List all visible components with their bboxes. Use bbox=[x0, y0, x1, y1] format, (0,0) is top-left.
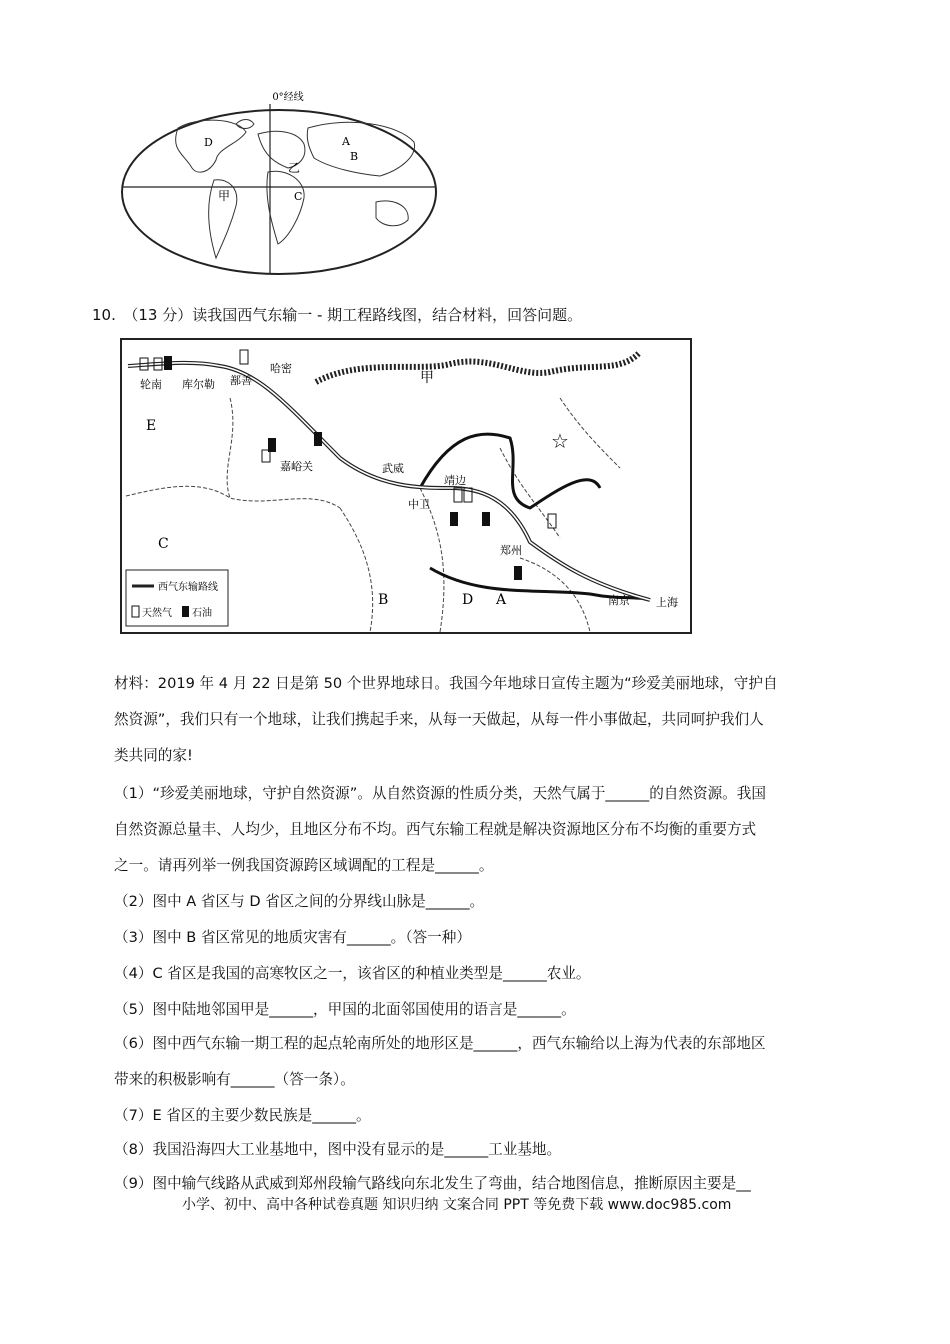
region-d-label: D bbox=[462, 592, 474, 608]
city-zhengzhou: 郑州 bbox=[500, 544, 522, 557]
q1-line-2: 自然资源总量丰、人均少，且地区分布不均。西气东输工程就是解决资源地区分布不均衡的重要方式 bbox=[114, 821, 757, 838]
legend-pipeline-label: 西气东输路线 bbox=[158, 582, 218, 593]
city-zhongwei: 中卫 bbox=[408, 498, 430, 511]
region-a-label: A bbox=[496, 592, 507, 608]
china-pipeline-map bbox=[120, 338, 692, 634]
world-map-figure bbox=[118, 88, 440, 278]
q9-text: （9）图中输气线路从武威到郑州段输气路线向东北发生了弯曲，结合地图信息，推断原因主要是__ bbox=[114, 1175, 751, 1192]
legend-oil-icon bbox=[182, 606, 189, 617]
city-kuerle: 库尔勒 bbox=[182, 378, 215, 391]
q7-text: （7）E 省区的主要少数民族是______。 bbox=[114, 1107, 371, 1124]
q4-text: （4）C 省区是我国的高寒牧区之一，该省区的种植业类型是______农业。 bbox=[114, 965, 591, 982]
region-c-label: C bbox=[158, 536, 169, 552]
city-jingbian: 靖边 bbox=[444, 474, 466, 487]
q5-text: （5）图中陆地邻国甲是______，甲国的北面邻国使用的语言是______。 bbox=[114, 1001, 576, 1018]
q6-line-2: 带来的积极影响有______（答一条）。 bbox=[114, 1071, 355, 1088]
region-jia-label: 甲 bbox=[420, 370, 434, 386]
world-label-c: C bbox=[294, 190, 303, 203]
map-outline bbox=[122, 110, 436, 274]
q2-text: （2）图中 A 省区与 D 省区之间的分界线山脉是______。 bbox=[114, 893, 485, 910]
q6-line-1: （6）图中西气东输一期工程的起点轮南所处的地形区是______，西气东输给以上海为代表的东部地区 bbox=[114, 1035, 766, 1052]
world-label-yi: 乙 bbox=[288, 161, 301, 175]
city-hami: 哈密 bbox=[270, 362, 292, 375]
question-heading: 10. （13 分）读我国西气东输一 - 期工程路线图，结合材料，回答问题。 bbox=[92, 306, 583, 324]
q8-text: （8）我国沿海四大工业基地中，图中没有显示的是______工业基地。 bbox=[114, 1141, 562, 1158]
world-label-d: D bbox=[204, 136, 213, 149]
city-nanjing: 南京 bbox=[608, 594, 630, 607]
world-label-b: B bbox=[350, 150, 359, 163]
material-line-1: 材料：2019 年 4 月 22 日是第 50 个世界地球日。我国今年地球日宣传主题为“珍爱美丽地球，守护自 bbox=[114, 675, 778, 692]
city-shanghai: 上海 bbox=[656, 596, 678, 609]
meridian-label: 0°经线 bbox=[272, 92, 304, 103]
material-line-3: 类共同的家! bbox=[114, 747, 193, 764]
city-wuwei: 武威 bbox=[382, 462, 404, 475]
capital-star-icon: ☆ bbox=[551, 429, 569, 453]
q1-line-1: （1）“珍爱美丽地球，守护自然资源”。从自然资源的性质分类，天然气属于______的自然资源。我国 bbox=[114, 785, 766, 802]
world-label-a: A bbox=[342, 135, 350, 148]
material-line-2: 然资源”，我们只有一个地球，让我们携起手来，从每一天做起，从每一件小事做起，共同呵护我们人 bbox=[114, 711, 764, 728]
region-b-label: B bbox=[378, 592, 389, 608]
city-shanshan: 鄯善 bbox=[230, 374, 252, 387]
legend-oil-label: 石油 bbox=[192, 608, 212, 619]
q1-line-3: 之一。请再列举一例我国资源跨区域调配的工程是______。 bbox=[114, 857, 494, 874]
city-lunnan: 轮南 bbox=[140, 378, 162, 391]
city-jiayuguan: 嘉峪关 bbox=[280, 460, 313, 473]
world-label-jia: 甲 bbox=[218, 189, 231, 203]
page-footer: 小学、初中、高中各种试卷真题 知识归纳 文案合同 PPT 等免费下载 www.doc985.com bbox=[182, 1197, 732, 1213]
legend-gas-label: 天然气 bbox=[142, 608, 172, 619]
q3-text: （3）图中 B 省区常见的地质灾害有______。（答一种） bbox=[114, 929, 471, 946]
region-e-label: E bbox=[146, 418, 157, 434]
